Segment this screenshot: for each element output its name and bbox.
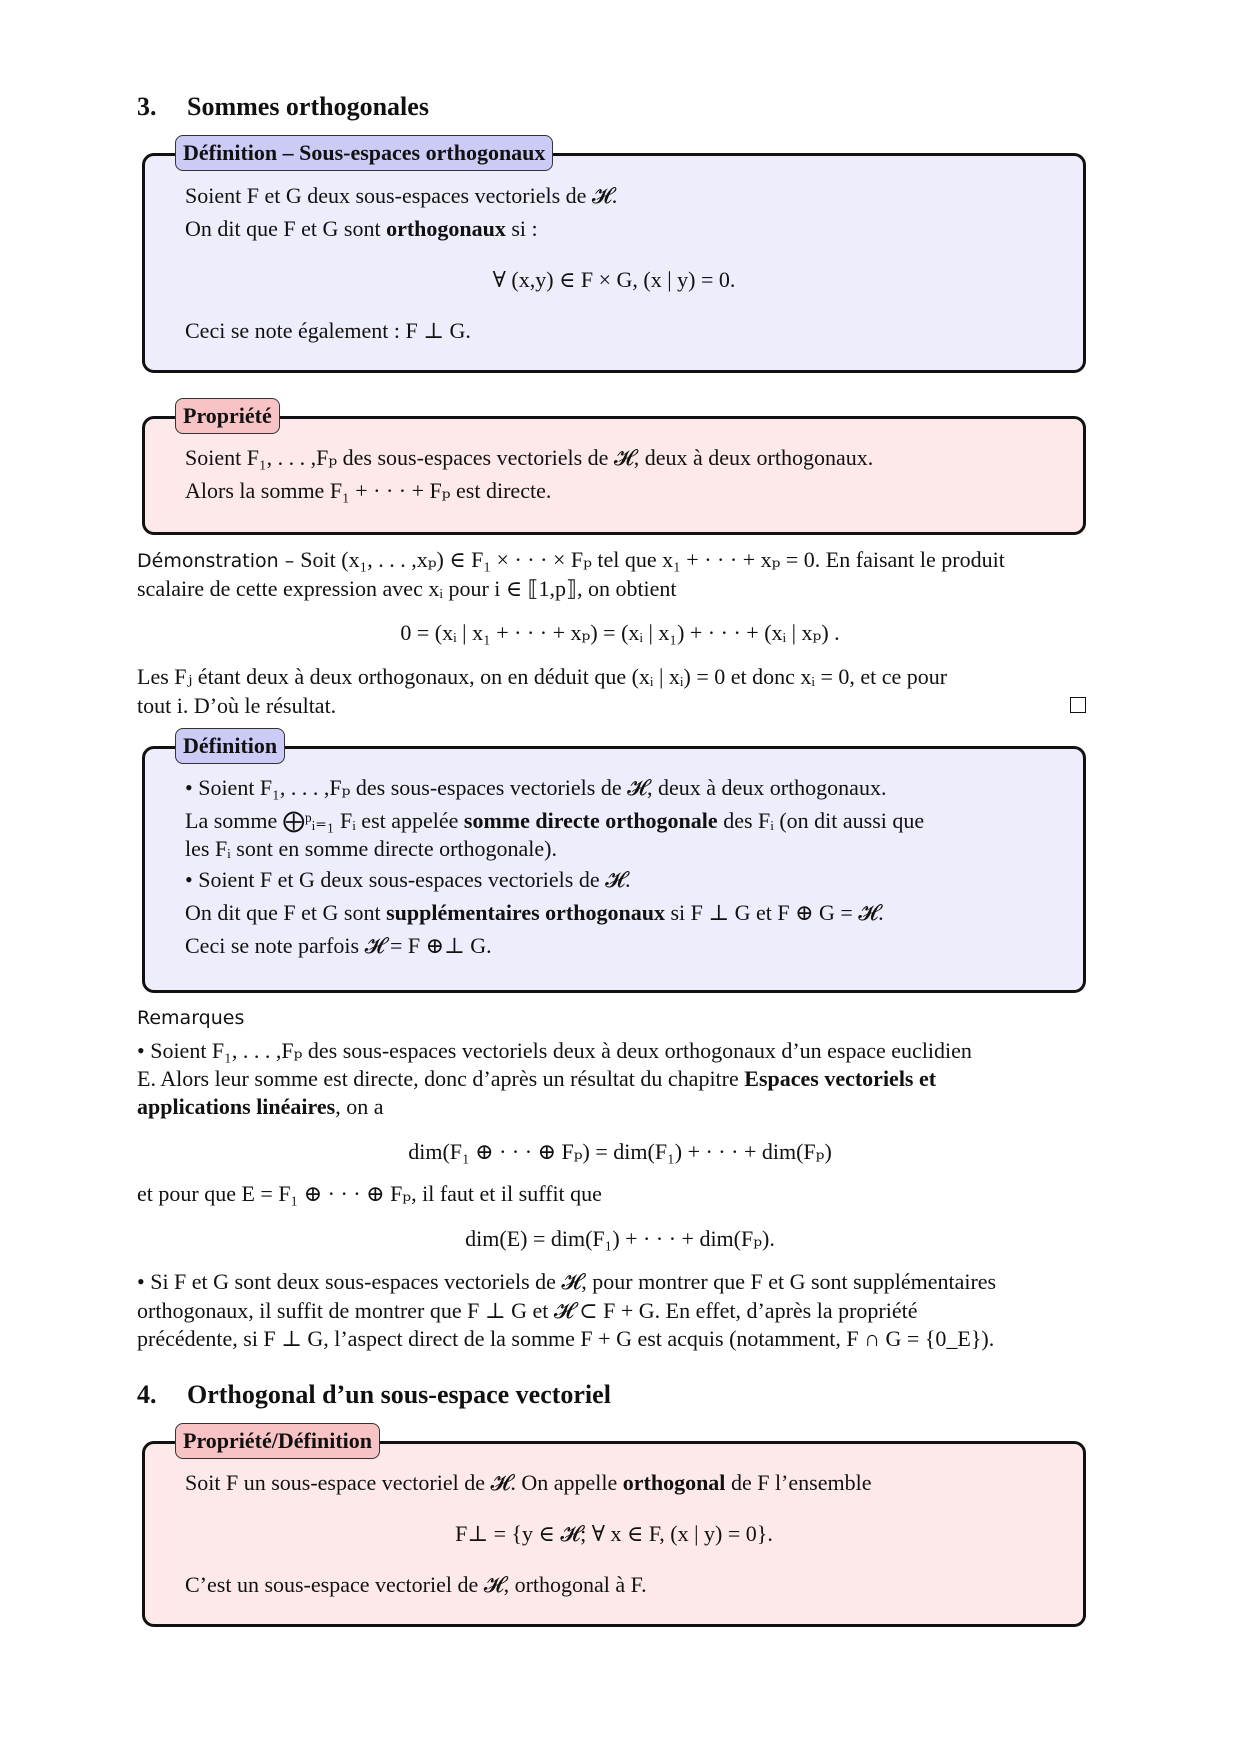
definition-tag: Définition – Sous-espaces orthogonaux <box>175 135 553 171</box>
remark-line: • Soient F₁, . . . ,Fₚ des sous-espaces vectoriels deux à deux orthogonaux d’un espace euclidien <box>137 1038 972 1063</box>
definition-line: • Soient F₁, . . . ,Fₚ des sous-espaces vectoriels de 𝓗, deux à deux orthogonaux. <box>185 775 887 800</box>
definition-formula: ∀ (x,y) ∈ F × G, (x | y) = 0. <box>492 267 736 292</box>
definition-tag: Définition <box>175 728 285 764</box>
property-formula: F⊥ = {y ∈ 𝓗; ∀ x ∈ F, (x | y) = 0}. <box>455 1521 773 1546</box>
qed-square-icon <box>1070 697 1086 713</box>
bold-term: Espaces vectoriels et <box>744 1066 937 1091</box>
text: , on a <box>335 1094 384 1119</box>
property-definition-box <box>142 1428 1086 1627</box>
text: Soit F un sous-espace vectoriel de 𝓗. On appelle <box>185 1470 623 1495</box>
proof-line: Les Fⱼ étant deux à deux orthogonaux, on en déduit que (xᵢ | xᵢ) = 0 et donc xᵢ = 0, et ce pour <box>137 664 948 689</box>
remark-line <box>137 1065 936 1093</box>
bold-term: somme directe orthogonale <box>463 808 718 833</box>
bold-term: supplémentaires orthogonaux <box>386 900 665 925</box>
definition-box-orthogonal-subspaces <box>142 140 1086 373</box>
remark-line <box>137 1093 384 1121</box>
definition-line: Soient F et G deux sous-espaces vectoriels de 𝓗. <box>185 183 618 208</box>
remark-line: orthogonaux, il suffit de montrer que F ⊥ G et 𝓗 ⊂ F + G. En effet, d’après la propriété <box>137 1298 918 1323</box>
definition-box-orthogonal-sum <box>142 733 1086 993</box>
property-line: Soient F₁, . . . ,Fₚ des sous-espaces vectoriels de 𝓗, deux à deux orthogonaux. <box>185 445 874 470</box>
text: des Fᵢ (on dit aussi que <box>717 808 925 833</box>
section-heading <box>137 1380 611 1410</box>
property-line <box>185 1469 871 1497</box>
text: si : <box>505 216 538 241</box>
bold-term: orthogonal <box>622 1470 726 1495</box>
remark-formula: dim(E) = dim(F₁) + · · · + dim(Fₚ). <box>465 1226 775 1251</box>
remark-line: • Si F et G sont deux sous-espaces vectoriels de 𝓗, pour montrer que F et G sont supplémentaires <box>137 1269 997 1294</box>
section-number: 3. <box>137 92 157 121</box>
section-heading <box>137 92 429 122</box>
proof-line: tout i. D’où le résultat. <box>137 693 337 718</box>
bold-term: orthogonaux <box>386 216 506 241</box>
definition-line: les Fᵢ sont en somme directe orthogonale). <box>185 836 558 861</box>
proof-line: scalaire de cette expression avec xᵢ pour i ∈ ⟦1,p⟧, on obtient <box>137 576 677 601</box>
proof-line <box>137 546 1005 575</box>
proof-label: Démonstration – <box>137 550 301 572</box>
section-number: 4. <box>137 1380 157 1409</box>
text: On dit que F et G sont <box>185 216 387 241</box>
property-box <box>142 403 1086 535</box>
definition-line: • Soient F et G deux sous-espaces vectoriels de 𝓗. <box>185 867 631 892</box>
text: Soit (x₁, . . . ,xₚ) ∈ F₁ × · · · × Fₚ tel que x₁ + · · · + xₚ = 0. En faisant le produit <box>300 547 1005 572</box>
definition-line: Ceci se note parfois 𝓗 = F ⊕⊥ G. <box>185 933 492 958</box>
text: La somme ⨁ᵖᵢ₌₁ Fᵢ est appelée <box>185 808 464 833</box>
remark-formula: dim(F₁ ⊕ · · · ⊕ Fₚ) = dim(F₁) + · · · + dim(Fₚ) <box>408 1139 832 1164</box>
text: si F ⊥ G et F ⊕ G = 𝓗. <box>664 900 884 925</box>
definition-line: Ceci se note également : F ⊥ G. <box>185 318 471 343</box>
remark-line: précédente, si F ⊥ G, l’aspect direct de la somme F + G est acquis (notamment, F ∩ G = {0_E}). <box>137 1326 995 1351</box>
text: On dit que F et G sont <box>185 900 387 925</box>
text: de F l’ensemble <box>725 1470 872 1495</box>
text: E. Alors leur somme est directe, donc d’après un résultat du chapitre <box>137 1066 745 1091</box>
definition-line <box>185 807 924 835</box>
property-line: Alors la somme F₁ + · · · + Fₚ est directe. <box>185 478 552 503</box>
remark-line: et pour que E = F₁ ⊕ · · · ⊕ Fₚ, il faut et il suffit que <box>137 1181 602 1206</box>
definition-line <box>185 899 884 927</box>
property-tag: Propriété <box>175 398 280 434</box>
section-title: Sommes orthogonales <box>187 92 429 121</box>
property-line: C’est un sous-espace vectoriel de 𝓗, orthogonal à F. <box>185 1572 647 1597</box>
section-title: Orthogonal d’un sous-espace vectoriel <box>187 1380 611 1409</box>
remarks-label: Remarques <box>137 1007 245 1029</box>
property-definition-tag: Propriété/Définition <box>175 1423 380 1459</box>
proof-formula: 0 = (xᵢ | x₁ + · · · + xₚ) = (xᵢ | x₁) + · · · + (xᵢ | xₚ) . <box>400 620 840 645</box>
bold-term: applications linéaires <box>137 1094 336 1119</box>
definition-line <box>185 215 538 243</box>
